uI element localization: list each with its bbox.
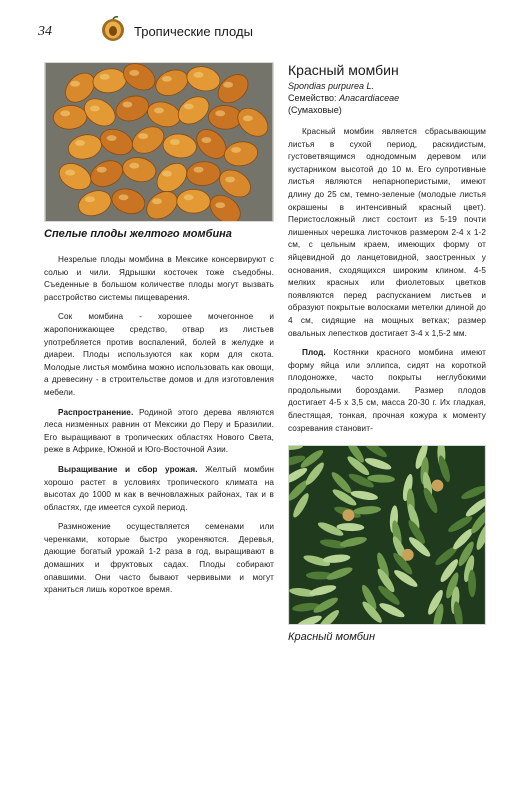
fruit-highlight	[129, 163, 139, 169]
red-mombin-photo	[288, 445, 486, 625]
fruit-highlight	[75, 140, 85, 146]
fruit-highlight	[201, 137, 211, 143]
family-label: Семейство:	[288, 93, 337, 103]
fruit-highlight	[215, 202, 225, 208]
latin-name-text: Spondias purpurea L.	[288, 81, 375, 91]
fruit-highlight	[138, 133, 148, 139]
fruit-highlight	[184, 194, 194, 200]
fruit-highlight	[122, 102, 132, 108]
fruit-highlight	[184, 103, 194, 109]
fruit-highlight	[97, 167, 107, 173]
fruit-highlight	[162, 171, 172, 177]
heading-distribution: Распространение.	[58, 407, 134, 417]
fruit-highlight	[225, 177, 235, 183]
right-column	[288, 62, 486, 643]
fruit-highlight	[85, 196, 95, 202]
photo-caption-left: Спелые плоды желтого момбина	[44, 228, 232, 240]
photo-caption-right: Красный момбин	[288, 631, 376, 644]
fruit	[343, 510, 355, 522]
fruit-highlight	[243, 115, 253, 121]
fruit-highlight	[215, 110, 225, 116]
family-line	[288, 92, 486, 104]
fruit-highlight	[194, 72, 204, 78]
running-head: Тропические плоды	[134, 24, 253, 39]
fruit-highlight	[107, 135, 117, 141]
paragraph-fruit	[288, 347, 486, 435]
paragraph-uses: Сок момбина - хорошее мочегонное и жаропонижающее средство, отвар из листьев употребляется против воспалений, болей в желудке и диареи. Плоды используются как корм для скота. Молодые листья момбина можно использовать как овощи, а древесину - в строительстве домов и для изготовления мебели.	[44, 312, 274, 397]
fruit-highlight	[90, 105, 100, 111]
paragraph-distribution	[44, 407, 274, 457]
paragraph-propagation: Размножение осуществляется семенами или черенками, которые быстро укореняются. Деревья, дающие богатый урожай 1-2 раза в год, выращивают в домашних и фруктовых садах. Плоды собирают опавшими. Они часто бывают червивыми и могут храниться лишь короткое время.	[44, 522, 274, 595]
heading-cultivation: Выращивание и сбор урожая.	[58, 464, 198, 474]
page-header	[38, 16, 478, 46]
fruit-highlight	[194, 167, 204, 173]
heading-fruit: Плод.	[302, 348, 326, 358]
fruit-highlight	[119, 194, 129, 200]
family-latin: Anacardiaceae	[339, 93, 400, 103]
family-russian: (Сумаховые)	[288, 105, 342, 115]
fruit-highlight	[152, 198, 162, 204]
page-number: 34	[38, 24, 52, 39]
article-title: Красный момбин	[288, 62, 399, 78]
left-column	[44, 62, 274, 597]
paragraph-cultivation	[44, 464, 274, 514]
fruit-highlight	[223, 82, 233, 88]
fruit-icon	[100, 16, 126, 42]
fruit	[432, 480, 444, 492]
paragraph-description: Красный момбин является сбрасывающим листья в сухой период, раскидистым, густоветвящимся однодомным деревом или кустарником высотой до 10 м. Его супротивные листья являются непарноперистыми, имеют длину до 25 см, темно-зеленые (молодые листья окрашены в интенсивный красный цвет). Перистосложный лист состоит из 5-19 почти лишенных черешка листочков размером 2-4 х 1-2 см, с цельным краем, имеющих форму от яйцевидной до ланцетовидной, заостренных у основания, сходящихся широким клином. 4-5 мелких красных или фиолетовых цветков появляются перед распусканием листьев и образуют покрытые волосками метелки длиной до 4 см, сидящие на мощных ветках; размер овальных лепестков достигает 3-4 х 1,5-2 мм.	[288, 127, 486, 338]
fruit-highlight	[170, 139, 180, 145]
fruit	[177, 189, 211, 213]
fruit-highlight	[60, 110, 70, 116]
paragraph-unripe: Незрелые плоды момбина в Мексике консервируют с солью и чили. Ядрышки косточек тоже съедобны. Съеденные в большом количестве плоды могут вызвать расстройство системы пищеварения.	[44, 255, 274, 302]
yellow-mombin-photo	[44, 62, 274, 222]
fruit-highlight	[162, 76, 172, 82]
fruit-highlight	[154, 107, 164, 113]
cultivation-text: Желтый момбин хорошо растет в условиях тропического климата на высотах до 1000 м как в вечновлажных районах, так и в областях, где имеется сухой период.	[44, 464, 274, 512]
fruit	[402, 549, 414, 561]
fruit-highlight	[231, 147, 241, 153]
distribution-text: Родиной этого дерева являются леса низменных равнин от Мексики до Перу и Бразилии. Его выращивают в тропических областях Нового Света, реже в Африке, Южной и Юго-Восточной Азии.	[44, 407, 274, 455]
fruit-highlight	[70, 81, 80, 87]
fruit-text: Костянки красного момбина имеют форму яйца или эллипса, сидят на короткой плодоножке, часто покрыты неглубокими продольными бороздами. Размер плодов достигает 4-5 х 3,5 см, масса 20-30 г. Их гладкая, блестящая, тонкая, прочная кожура к моменту созревания становит-	[288, 348, 486, 433]
fruit-highlight	[100, 74, 110, 80]
fruit-highlight	[129, 70, 139, 76]
fruit-highlight	[65, 170, 75, 176]
latin-name	[288, 80, 486, 92]
